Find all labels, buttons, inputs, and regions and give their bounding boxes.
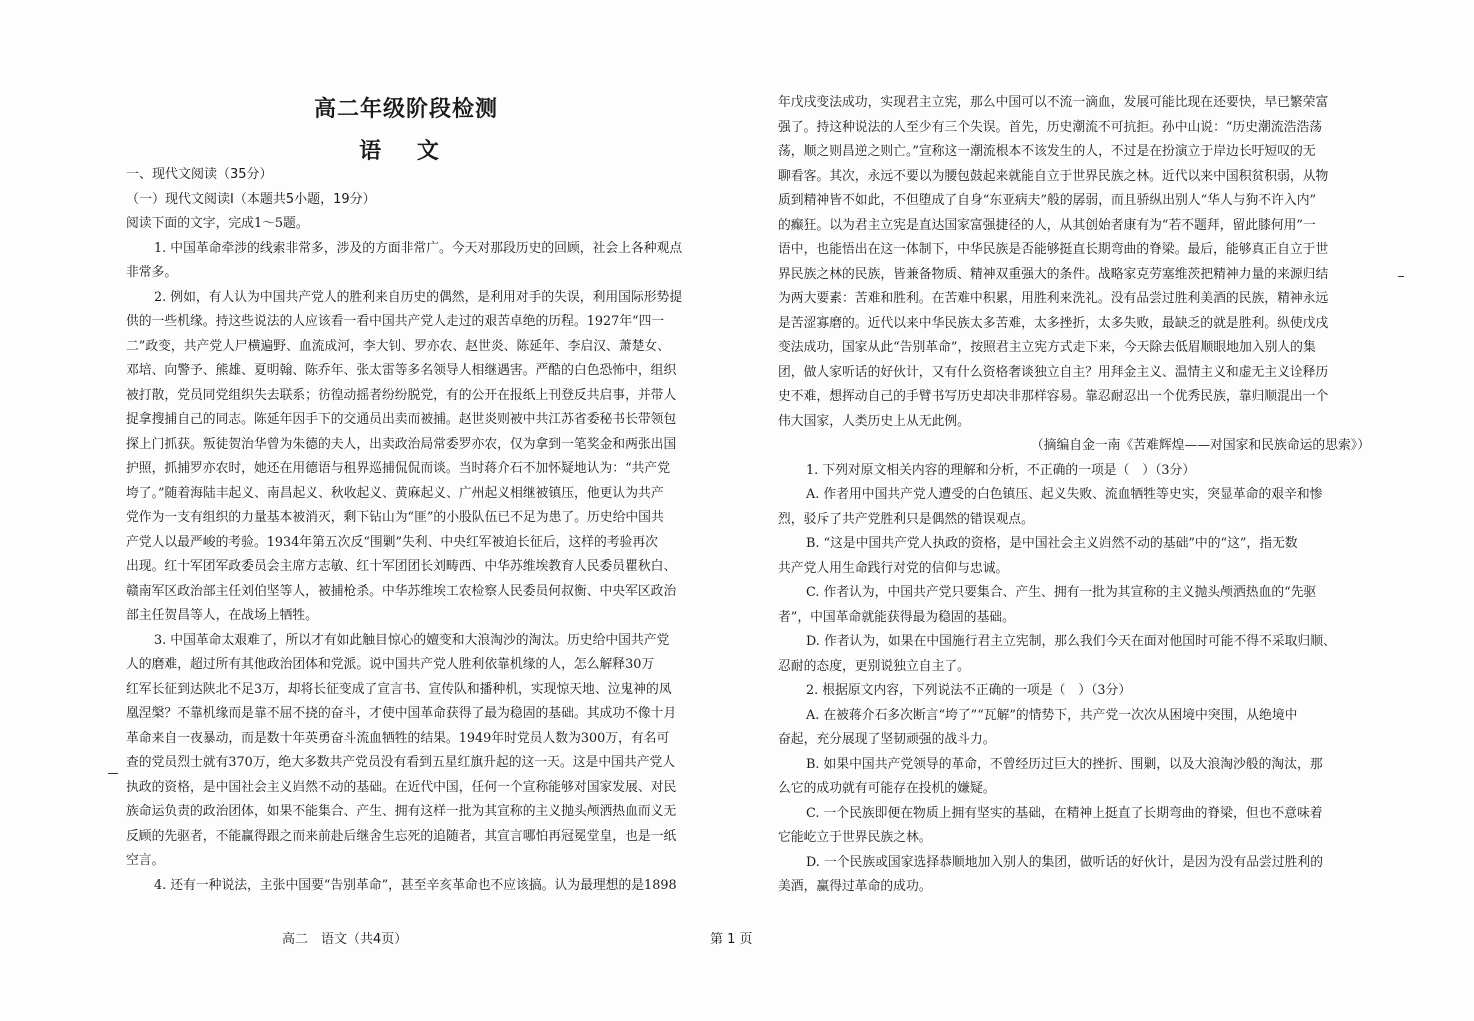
left-column-line: 被打散，党员同党组织失去联系；彷徨动摇者纷纷脱党，有的公开在报纸上刊登反共启事，并带人 xyxy=(126,387,677,403)
left-column-line: 查的党员烈士就有370万，绝大多数共产党员没有看到五星红旗升起的这一天。这是中国共产党人 xyxy=(126,755,676,770)
left-column-line: 阅读下面的文字，完成1～5题。 xyxy=(126,216,309,231)
footer-page-number: 第 1 页 xyxy=(710,932,753,947)
left-column-line: （一）现代文阅读Ⅰ（本题共5小题，19分） xyxy=(126,191,376,207)
right-column-line: 的癫狂。以为君主立宪是直达国家富强捷径的人，从其创始者康有为“若不题拜，留此膝何用”一 xyxy=(778,217,1316,233)
left-column-line: 赣南军区政治部主任刘伯坚等人，被捕枪杀。中华苏维埃工农检察人民委员何叔衡、中央军区政治 xyxy=(126,583,677,599)
left-column-line: 出现。红十军团军政委员会主席方志敏、红十军团团长刘畴西、中华苏维埃教育人民委员瞿秋白、 xyxy=(126,559,677,574)
left-column-line: 革命来自一夜暴动，而是数十年英勇奋斗流血牺牲的结果。1949年时党员人数为300万，有名可 xyxy=(126,730,670,746)
left-column-line: 执政的资格，是中国社会主义岿然不动的基础。在近代中国，任何一个宣称能够对国家发展、对民 xyxy=(126,779,677,795)
left-column-line: 捉拿搜捕自己的同志。陈延年因手下的交通员出卖而被捕。赵世炎则被中共江苏省委秘书长带领包 xyxy=(126,412,677,427)
left-column-line: 人的磨难，超过所有其他政治团体和党派。说中国共产党人胜利依靠机缘的人，怎么解释30万 xyxy=(126,657,655,672)
left-column-line: 反顾的先驱者，不能赢得跟之而来前赴后继舍生忘死的追随者，其宣言哪怕再冠冕堂皇，也是一纸 xyxy=(126,828,677,844)
right-column-line: 奋起，充分展现了坚韧顽强的战斗力。 xyxy=(778,732,996,747)
subject-title: 语 文 xyxy=(359,139,453,164)
right-column-line: 1. 下列对原文相关内容的理解和分析，不正确的一项是（ ）（3分） xyxy=(806,462,1196,478)
left-column-line: 凰涅槃？不靠机缘而是靠不屈不挠的奋斗，才使中国革命获得了最为稳固的基础。其成功不像十月 xyxy=(126,706,677,721)
left-column-line: 部主任贺昌等人，在战场上牺牲。 xyxy=(126,608,318,623)
exam-title: 高二年级阶段检测 xyxy=(313,97,498,122)
right-column-line: 它能屹立于世界民族之林。 xyxy=(778,830,932,845)
right-column-line: 烈，驳斥了共产党胜利只是偶然的错误观点。 xyxy=(778,511,1034,527)
right-column-line: （摘编自金一南《苦难辉煌——对国家和民族命运的思索》） xyxy=(1030,438,1370,453)
left-column-line: 护照，抓捕罗亦农时，她还在用德语与租界巡捕侃侃而谈。当时蒋介石不加怀疑地认为：“共产党 xyxy=(126,461,671,476)
left-column-line: 4. 还有一种说法，主张中国要“告别革命”，甚至辛亥革命也不应该搞。认为最理想的是1898 xyxy=(154,877,677,893)
right-column-line: 史不难，想挥动自己的手臂书写历史却决非那样容易。靠忍耐忍出一个优秀民族，靠归顺混出一个 xyxy=(778,389,1329,404)
left-column-line: 产党人以最严峻的考验。1934年第五次反“围剿”失利、中央红军被迫长征后，这样的考验再次 xyxy=(126,534,658,550)
right-column-line: 共产党人用生命践行对党的信仰与忠诚。 xyxy=(778,560,1009,576)
left-column-line: 非常多。 xyxy=(126,265,178,280)
right-column-line: 荡，顺之则昌逆之则亡。”宣称这一潮流根本不该发生的人，不过是在扮演立于岸边长吁短叹的无 xyxy=(778,144,1316,159)
right-column-line: 语中，也能悟出在这一体制下，中华民族是否能够挺直长期弯曲的脊梁。最后，能够真正自立于世 xyxy=(778,242,1329,257)
right-column-line: A. 作者用中国共产党人遭受的白色镇压、起义失败、流血牺牲等史实，突显革命的艰辛和惨 xyxy=(806,487,1323,502)
right-column-line: 者”，中国革命就能获得最为稳固的基础。 xyxy=(778,609,1015,625)
right-column-line: D. 一个民族或国家选择恭顺地加入别人的集团，做听话的好伙计，是因为没有品尝过胜利的 xyxy=(806,854,1324,870)
right-column-line: 界民族之林的民族，皆兼备物质、精神双重强大的条件。战略家克劳塞维茨把精神力量的来源归结 xyxy=(778,266,1329,282)
left-column-line: 垮了。”随着海陆丰起义、南昌起义、秋收起义、黄麻起义、广州起义相继被镇压，他更认为共产 xyxy=(126,485,664,501)
right-column-line: 是苦涩寡磨的。近代以来中华民族太多苦难，太多挫折，太多失败，最缺乏的就是胜利。纵使戊戌 xyxy=(778,315,1329,331)
left-column-line: 1. 中国革命牵涉的线索非常多，涉及的方面非常广。今天对那段历史的回顾，社会上各种观点 xyxy=(154,240,683,256)
right-column-line: B. “这是中国共产党人执政的资格，是中国社会主义岿然不动的基础”中的“这”，指无数 xyxy=(806,536,1298,551)
right-column-line: 团，做人家听话的好伙计，又有什么资格奢谈独立自主？用拜金主义、温情主义和虚无主义诠释历 xyxy=(778,364,1329,380)
left-column-line: 族命运负责的政治团体，如果不能集合、产生、拥有这样一批为其宣称的主义抛头颅洒热血而义无 xyxy=(126,804,677,819)
left-column-line: 红军长征到达陕北不足3万，却将长征变成了宣言书、宣传队和播种机，实现惊天地、泣鬼神的凤 xyxy=(126,681,672,697)
right-column-line: 么它的成功就有可能存在投机的嫌疑。 xyxy=(778,781,996,796)
right-column-line: C. 作者认为，中国共产党只要集合、产生、拥有一批为其宣称的主义抛头颅洒热血的“先驱 xyxy=(806,585,1317,600)
left-column-line: 党作为一支有组织的力量基本被消灭，剩下钻山为“匪”的小股队伍已不足为患了。历史给中国共 xyxy=(126,510,664,525)
left-column-line: 探上门抓获。叛徒贺治华曾为朱德的夫人，出卖政治局常委罗亦农，仅为拿到一笔奖金和两张出国 xyxy=(126,436,677,452)
left-column-line: 2. 例如，有人认为中国共产党人的胜利来自历史的偶然，是利用对手的失误，利用国际形势提 xyxy=(154,289,683,305)
left-column-line: 一、现代文阅读（35分） xyxy=(126,167,273,182)
footer-course-info: 高二 语文（共4页） xyxy=(282,932,408,947)
right-column-line: 变法成功，国家从此“告别革命”，按照君主立宪方式走下来，今天除去低眉顺眼地加入别人的集 xyxy=(778,340,1316,355)
right-column-line: 忍耐的态度，更别说独立自主了。 xyxy=(778,658,970,674)
left-column-line: 3. 中国革命太艰难了，所以才有如此触目惊心的嬗变和大浪淘沙的淘汰。历史给中国共产党 xyxy=(154,632,670,648)
right-column-line: 年戊戌变法成功，实现君主立宪，那么中国可以不流一滴血，发展可能比现在还要快，早已繁荣富 xyxy=(778,95,1329,110)
right-column-line: 伟大国家，人类历史上从无此例。 xyxy=(778,413,970,429)
right-column-line: 美酒，赢得过革命的成功。 xyxy=(778,879,932,894)
right-column-line: B. 如果中国共产党领导的革命，不曾经历过巨大的挫折、围剿，以及大浪淘沙般的淘汰，那 xyxy=(806,756,1323,772)
left-column-line: 供的一些机缘。持这些说法的人应该看一看中国共产党人走过的艰苦卓绝的历程。1927年“四一 xyxy=(126,314,665,329)
right-column-line: 为两大要素：苦难和胜利。在苦难中积累，用胜利来洗礼。没有品尝过胜利美酒的民族，精神永远 xyxy=(778,291,1329,306)
right-column-line: 质到精神皆不如此，不但堕成了自身“东亚病夫”般的孱弱，而且骄纵出别人“华人与狗不许入内” xyxy=(778,193,1317,208)
right-column-line: 2. 根据原文内容，下列说法不正确的一项是（ ）（3分） xyxy=(806,683,1132,698)
scan-mark xyxy=(108,773,118,774)
scan-mark xyxy=(1398,276,1404,277)
right-column-line: D. 作者认为，如果在中国施行君主立宪制，那么我们今天在面对他国时可能不得不采取归顺、 xyxy=(806,634,1336,649)
right-column-line: C. 一个民族即便在物质上拥有坚实的基础，在精神上挺直了长期弯曲的脊梁，但也不意味着 xyxy=(806,805,1323,821)
right-column-line: A. 在被蒋介石多次断言“垮了”“瓦解”的情势下，共产党一次次从困境中突围，从绝境中 xyxy=(806,707,1298,723)
left-column-line: 邓培、向警予、熊雄、夏明翰、陈乔年、张太雷等多名领导人相继遇害。严酷的白色恐怖中，组织 xyxy=(126,363,677,378)
left-column-line: 二”政变，共产党人尸横遍野、血流成河，李大钊、罗亦农、赵世炎、陈延年、李启汉、萧楚女、 xyxy=(126,338,671,354)
right-column-line: 强了。持这种说法的人至少有三个失误。首先，历史潮流不可抗拒。孙中山说：“历史潮流浩浩荡 xyxy=(778,119,1323,135)
right-column-line: 聊看客。其次，永远不要以为腰包鼓起来就能自立于世界民族之林。近代以来中国积贫积弱，从物 xyxy=(778,168,1329,184)
left-column-line: 空言。 xyxy=(126,853,165,868)
